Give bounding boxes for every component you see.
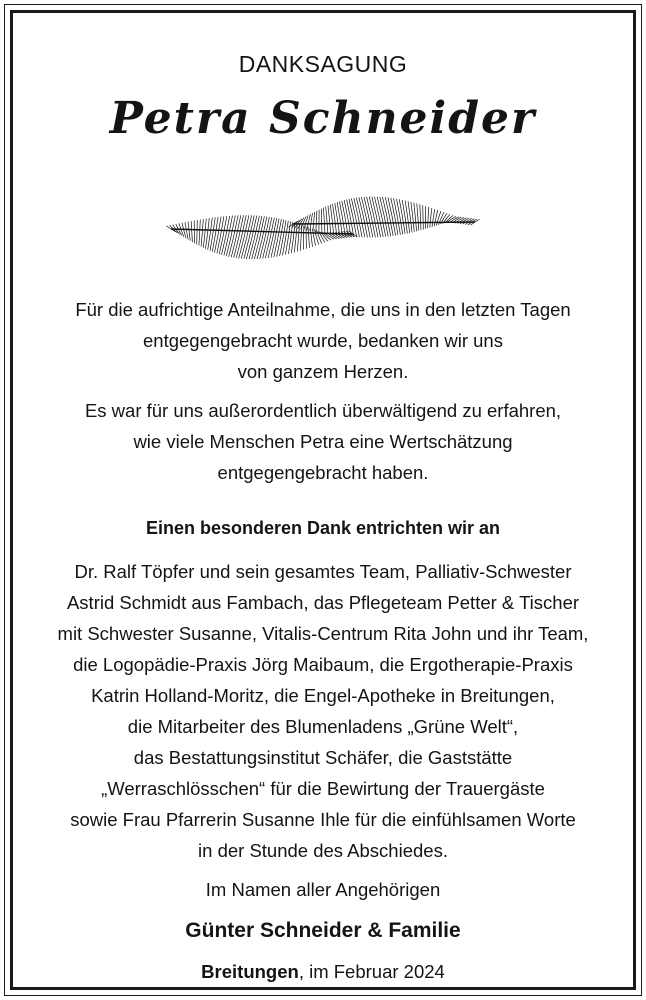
closing-line: Im Namen aller Angehörigen xyxy=(205,879,441,900)
special-thanks-heading: Einen besonderen Dank entrichten wir an xyxy=(145,518,501,538)
thanks-paragraph-2 xyxy=(14,395,632,488)
paragraph-line: von ganzem Herzen. xyxy=(237,361,409,382)
paragraph-line: Es war für uns außerordentlich überwältigend zu erfahren, xyxy=(84,400,562,421)
thanks-line: mit Schwester Susanne, Vitalis-Centrum Rita John und ihr Team, xyxy=(57,623,589,644)
thanks-line: in der Stunde des Abschiedes. xyxy=(198,840,448,861)
thanks-line: sowie Frau Pfarrerin Susanne Ihle für die einfühlsamen Worte xyxy=(70,809,576,830)
paragraph-line: Für die aufrichtige Anteilnahme, die uns in den letzten Tagen xyxy=(75,299,571,320)
notice-content xyxy=(14,14,632,986)
thanks-line: Astrid Schmidt aus Fambach, das Pflegeteam Petter & Tischer xyxy=(66,592,580,613)
thanks-line: das Bestattungsinstitut Schäfer, die Gaststätte xyxy=(133,747,513,768)
feather-icon xyxy=(153,174,493,274)
thanks-paragraph-1 xyxy=(14,294,632,387)
thanks-line: die Mitarbeiter des Blumenladens „Grüne Welt“, xyxy=(127,716,519,737)
thanks-line: die Logopädie-Praxis Jörg Maibaum, die Ergotherapie-Praxis xyxy=(73,654,573,675)
paragraph-line: entgegengebracht haben. xyxy=(217,462,429,483)
thanks-list xyxy=(14,556,632,866)
place-name: Breitungen xyxy=(201,961,299,982)
deceased-name: Petra Schneider xyxy=(109,93,537,144)
thanks-line: Katrin Holland-Moritz, die Engel-Apotheke in Breitungen, xyxy=(91,685,555,706)
notice-heading: DANKSAGUNG xyxy=(238,51,408,77)
place-date xyxy=(14,958,632,986)
date-text: , im Februar 2024 xyxy=(298,961,445,982)
paragraph-line: wie viele Menschen Petra eine Wertschätzung xyxy=(133,431,513,452)
thanks-line: „Werraschlösschen“ für die Bewirtung der Trauergäste xyxy=(101,778,545,799)
paragraph-line: entgegengebracht wurde, bedanken wir uns xyxy=(143,330,503,351)
thanks-line: Dr. Ralf Töpfer und sein gesamtes Team, Palliativ-Schwester xyxy=(74,561,572,582)
family-signature: Günter Schneider & Familie xyxy=(185,919,461,942)
